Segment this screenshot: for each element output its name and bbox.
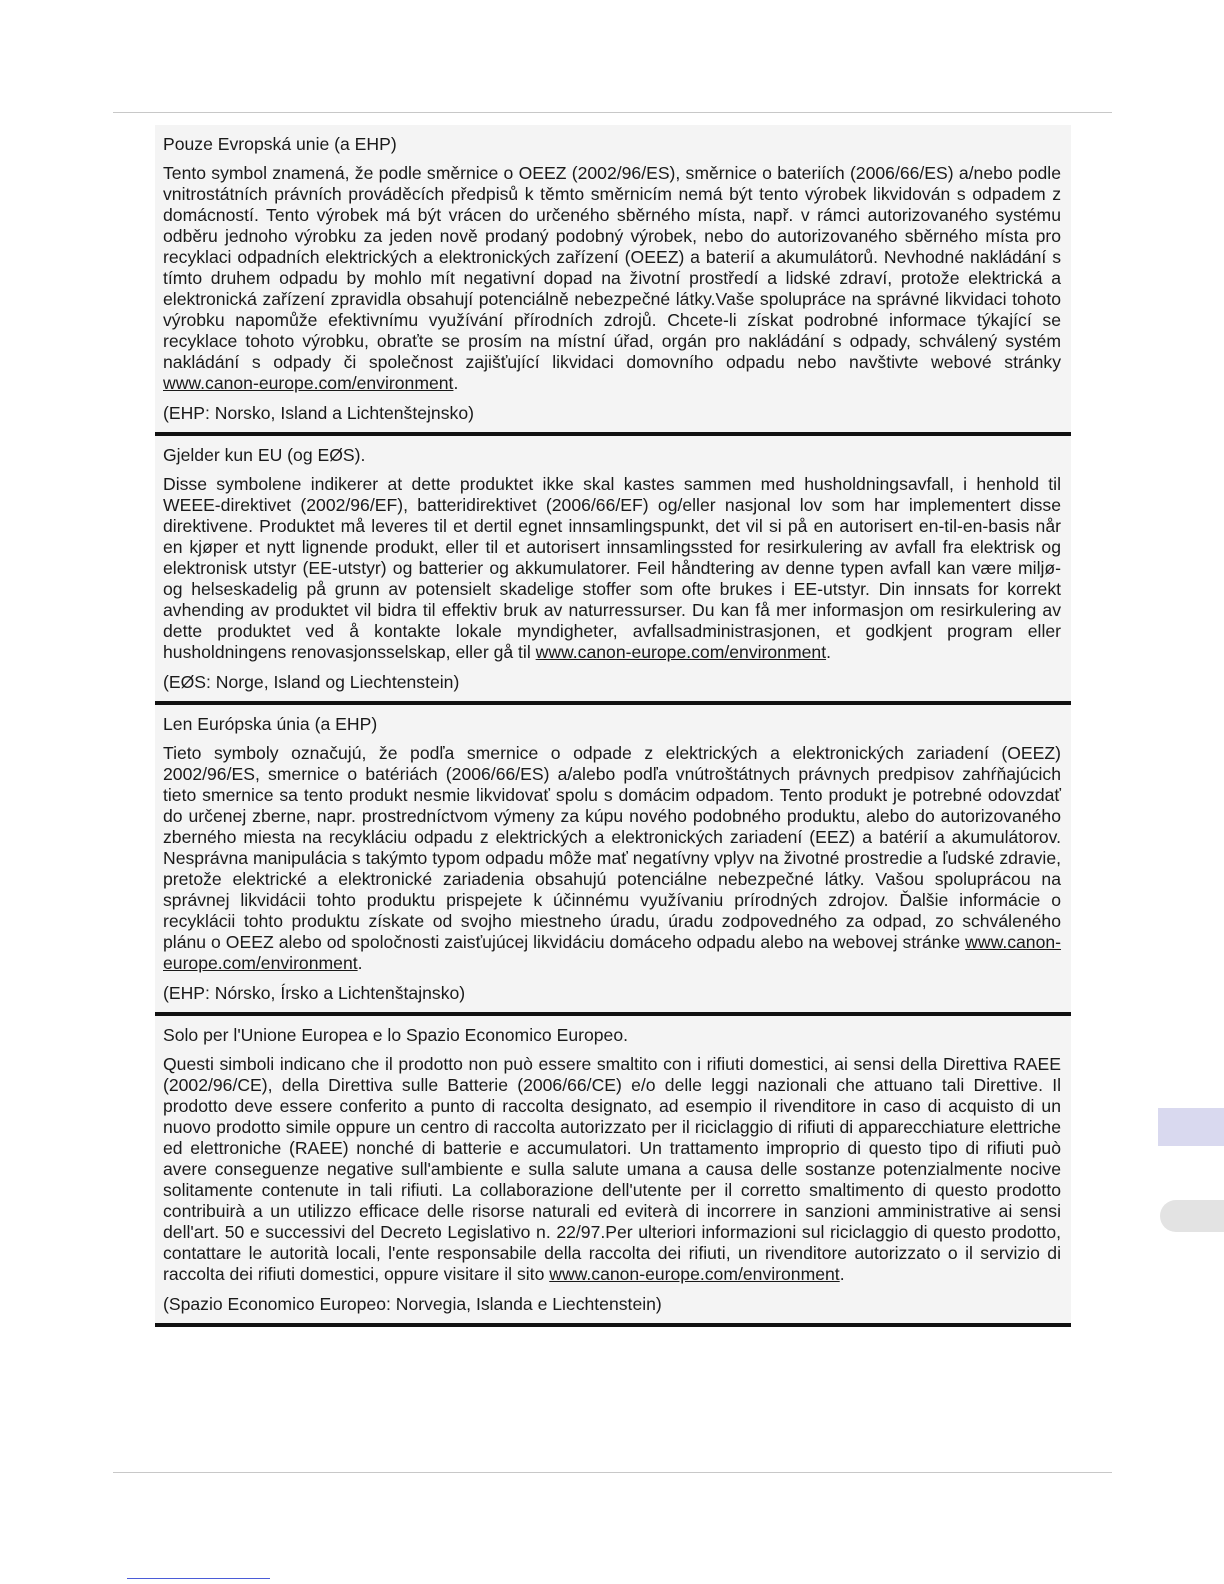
section-czech [155, 125, 1071, 436]
section-heading: Gjelder kun EU (og EØS). [163, 445, 366, 465]
region-note: (EØS: Norge, Island og Liechtenstein) [163, 672, 460, 692]
section-heading: Len Európska únia (a EHP) [163, 714, 378, 734]
section-norwegian [155, 436, 1071, 705]
body-end: . [453, 373, 459, 393]
body-text: Tieto symboly označujú, že podľa smernice o odpade z elektrických a elektronických zariadení (OEEZ) 2002/96/ES, smernice o batériách (2006/66/ES) a/alebo podľa vnútroštátnych právnych predpisov zahŕňajúcich tieto smernice sa tento produkt nesmie likvidovať spolu s domácim odpadom. Tento produkt je potrebné odovzdať do určenej zberne, napr. prostredníctvom výmeny za kúpu nového podobného produktu, alebo do autorizovaného zberného miesta na recykláciu odpadu z elektrických a elektronických zariadení (EEZ) a batérií a akumulátorov. Nesprávna manipulácia s takýmto typom odpadu môže mať negatívny vplyv na životné prostredie a ľudské zdravie, pretože elektrické a elektronické zariadenia obsahujú potenciálne nebezpečné látky. Vašou spoluprácou na správnej likvidácii tohto produktu prispejete k účinnému využívaniu prírodných zdrojov. Ďalšie informácie o recyklácii tohto produktu získate od svojho miestneho úradu, úradu zodpovedného za odpad, zo schváleného plánu o OEEZ alebo od spoločnosti zaisťujúcej likvidáciu domáceho odpadu alebo na webovej stránke [163, 743, 1061, 952]
chapter-tab[interactable] [1160, 1200, 1224, 1232]
section-italian [155, 1016, 1071, 1327]
region-note: (EHP: Norsko, Island a Lichtenštejnsko) [163, 403, 474, 423]
section-body [163, 1054, 1061, 1285]
body-end: . [826, 642, 831, 662]
section-body [163, 474, 1061, 663]
section-heading: Pouze Evropská unie (a EHP) [163, 134, 397, 154]
region-note: (EHP: Nórsko, Írsko a Lichtenštajnsko) [163, 983, 466, 1003]
environment-link[interactable]: www.canon-europe.com/environment [163, 373, 454, 393]
body-end: . [839, 1264, 845, 1284]
body-text: Questi simboli indicano che il prodotto non può essere smaltito con i rifiuti domestici, ai sensi della Direttiva RAEE (2002/96/CE), della Direttiva sulle Batterie (2006/66/CE) e/o delle leggi nazionali che attuano tali Direttive. Il prodotto deve essere conferito a punto di raccolta designato, ad esempio il rivenditore in caso di acquisto di un nuovo prodotto simile oppure un centro di raccolta autorizzato per il riciclaggio di rifiuti di apparecchiature elettriche ed elettroniche (RAEE) nonché di batterie e accumulatori. Un trattamento improprio di questo tipo di rifiuti può avere conseguenze negative sull'ambiente e sulla salute umana a causa delle sostanze potenzialmente nocive solitamente contenute in tali rifiuti. La collaborazione dell'utente per il corretto smaltimento di questo prodotto contribuirà a un utilizzo efficace delle risorse naturali ed eviterà di incorrere in sanzioni amministrative ai sensi dell'art. 50 e successivi del Decreto Legislativo n. 22/97.Per ulteriori informazioni sul riciclaggio di questo prodotto, contattare le autorità locali, l'ente responsabile della raccolta dei rifiuti, un rivenditore autorizzato o il servizio di raccolta dei rifiuti domestici, oppure visitare il sito [163, 1054, 1061, 1284]
section-body [163, 163, 1061, 394]
environment-link[interactable]: www.canon-europe.com/environment [535, 642, 827, 662]
environment-link[interactable]: www.canon-europe.com/environment [163, 932, 1062, 973]
header-divider [113, 112, 1112, 113]
body-end: . [357, 953, 363, 973]
chapter-tab-active[interactable] [1158, 1108, 1224, 1146]
footer-divider [113, 1472, 1112, 1473]
weee-notice-content [155, 125, 1071, 1327]
section-heading: Solo per l'Unione Europea e lo Spazio Economico Europeo. [163, 1025, 628, 1045]
section-body [163, 743, 1061, 974]
footer-link-underline [127, 1578, 270, 1579]
section-slovak [155, 705, 1071, 1016]
body-text: Disse symbolene indikerer at dette produktet ikke skal kastes sammen med husholdningsavfall, i henhold til WEEE-direktivet (2002/96/EF), batteridirektivet (2006/66/EF) og/eller nasjonal lov som har implementert disse direktivene. Produktet må leveres til et dertil egnet innsamlingspunkt, det vil si på en autorisert en-til-en-basis når en kjøper et nytt lignende produkt, eller til et autorisert innsamlingssted for resirkulering av avfall fra elektrisk og elektronisk utstyr (EE-utstyr) og batterier og akkumulatorer. Feil håndtering av denne typen avfall kan være miljø- og helseskadelig på grunn av potensielt skadelige stoffer som ofte brukes i EE-utstyr. Din innsats for korrekt avhending av produktet vil bidra til effektiv bruk av naturressurser. Du kan få mer informasjon om resirkulering av dette produktet ved å kontakte lokale myndigheter, avfallsadministrasjonen, et godkjent program eller husholdningens renovasjonsselskap, eller gå til [163, 474, 1061, 662]
body-text: Tento symbol znamená, že podle směrnice o OEEZ (2002/96/ES), směrnice o bateriích (2006/66/ES) a/nebo podle vnitrostátních právních prováděcích předpisů k těmto směrnicím nemá být tento výrobek likvidován s odpadem z domácností. Tento výrobek má být vrácen do určeného sběrného místa, např. v rámci autorizovaného systému odběru jednoho výrobku za jeden nově prodaný podobný výrobek, nebo do autorizovaného sběrného místa pro recyklaci odpadních elektrických a elektronických zařízení (OEEZ) a baterií a akumulátorů. Nevhodné nakládání s tímto druhem odpadu by mohlo mít negativní dopad na životní prostředí a lidské zdraví, protože elektrická a elektronická zařízení zpravidla obsahují potenciálně nebezpečné látky.Vaše spolupráce na správné likvidaci tohoto výrobku napomůže efektivnímu využívání přírodních zdrojů. Chcete-li získat podrobné informace týkající se recyklace tohoto výrobku, obraťte se prosím na místní úřad, orgán pro nakládání s odpady, schválený systém nakládání s odpady či společnost zajišťující likvidaci domovního odpadu nebo navštivte webové stránky [163, 163, 1061, 372]
environment-link[interactable]: www.canon-europe.com/environment [549, 1264, 840, 1284]
region-note: (Spazio Economico Europeo: Norvegia, Islanda e Liechtenstein) [163, 1294, 662, 1314]
